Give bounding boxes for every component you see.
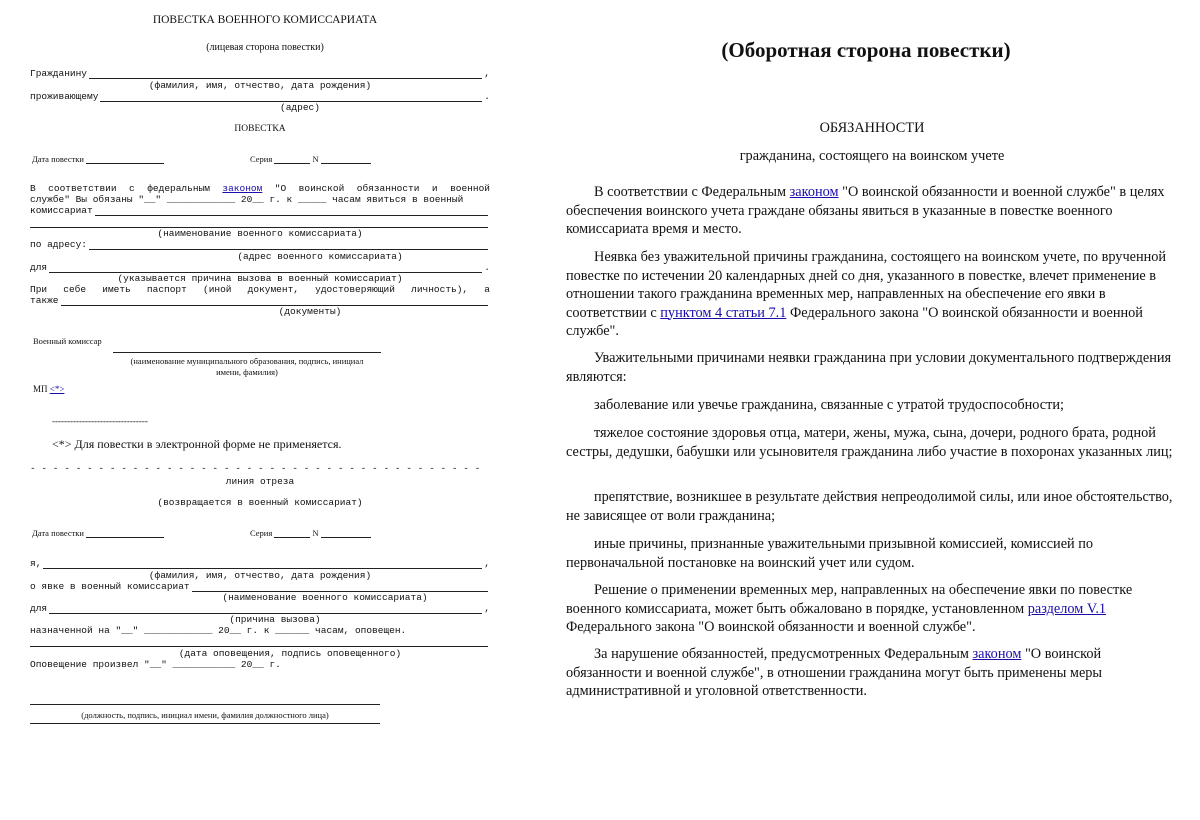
paragraph: препятствие, возникшее в результате действия непреодолимой силы, или иное обстоятельство, не зависящее от воли гражданина; — [566, 489, 1173, 524]
label: я, — [30, 558, 42, 569]
label: Серия — [250, 528, 273, 538]
label: также — [30, 295, 59, 306]
back-heading: ОБЯЗАННОСТИ — [819, 120, 925, 136]
caption: (наименование муниципального образования, подпись, инициал — [130, 356, 364, 366]
text: Неявка без уважительной причины гражданина, состоящего на воинском учете, по врученной повестке по истечении 20 календарных дней со дня, указанного в повестке, влечет применение в отношении такого гражданина временных мер, направленных на обеспечение его явки в соответствии с — [566, 249, 1167, 321]
commissariat-field[interactable] — [95, 206, 488, 216]
commissariat-field[interactable] — [192, 582, 488, 592]
series-field[interactable] — [274, 528, 310, 538]
date-row — [32, 154, 164, 164]
label: N — [312, 528, 319, 538]
label: по адресу: — [30, 239, 88, 250]
caption: (адрес военного комиссариата) — [237, 251, 403, 262]
label: Серия — [250, 154, 273, 164]
paragraph: Уважительными причинами неявки гражданина при условии документального подтверждения являются: — [566, 350, 1172, 385]
text: "О воинской обязанности и военной — [274, 183, 490, 194]
article-link[interactable]: пунктом 4 статьи 7.1 — [660, 304, 787, 321]
label: Гражданину — [30, 68, 88, 79]
label: N — [312, 154, 319, 164]
footnote-link[interactable]: <*> — [49, 384, 65, 394]
caption: (наименование военного комиссариата) — [222, 592, 428, 603]
caption: (фамилия, имя, отчество, дата рождения) — [148, 570, 372, 581]
cut-line: - - - - - - - - - - - - - - - - - - - - - - - - - - - - - - - - - - - - - - - - — [30, 463, 481, 474]
series-row — [250, 528, 371, 538]
paragraph — [566, 645, 1178, 701]
cut-label: линия отреза — [225, 476, 295, 487]
law-link[interactable]: законом — [789, 184, 839, 200]
address-field[interactable] — [100, 92, 482, 102]
reason-field[interactable] — [49, 263, 482, 273]
date-field[interactable] — [86, 154, 164, 164]
text: Федерального закона "О воинской обязанности и военной службе". — [566, 304, 1143, 339]
front-subtitle: (лицевая сторона повестки) — [206, 42, 324, 53]
text: "О воинской обязанности и военной службе", в отношении гражданина могут быть применены меры административной и уголовной ответственности. — [566, 646, 1103, 699]
paragraph: иные причины, признанные уважительными призывной комиссией, комиссией по первоначальной постановке на воинский учет или судом. — [566, 536, 1094, 571]
returns-caption: (возвращается в военный комиссариат) — [157, 497, 363, 508]
commissariat-address-field[interactable] — [89, 240, 488, 250]
body-line: службе" Вы обязаны "__" ____________ 20__ г. к _____ часам явиться в военный — [30, 194, 464, 205]
reason-field[interactable] — [49, 604, 482, 614]
law-link[interactable]: законом — [972, 646, 1022, 662]
label: проживающему — [30, 91, 99, 102]
paragraph — [566, 581, 1178, 637]
fio-field[interactable] — [43, 559, 482, 569]
law-link[interactable]: законом — [222, 183, 263, 194]
section-link[interactable]: разделом V.1 — [1027, 600, 1107, 617]
label: о явке в военный комиссариат — [30, 581, 190, 592]
series-field[interactable] — [274, 154, 310, 164]
paragraph — [566, 248, 1178, 341]
caption: (указывается причина вызова в военный комиссариат) — [117, 273, 403, 284]
fio-field[interactable] — [89, 69, 482, 79]
label: для — [30, 262, 48, 273]
body-line — [30, 183, 490, 194]
caption: (должность, подпись, инициал имени, фамилия должностного лица) — [81, 710, 329, 720]
caption: (дата оповещения, подпись оповещенного) — [178, 648, 402, 659]
heading: ПОВЕСТКА — [234, 124, 286, 134]
label: Дата повестки — [32, 154, 84, 164]
date-row — [32, 528, 164, 538]
footnote-separator: -------------------------------- — [52, 416, 148, 426]
text: В соответствии с Федеральным — [594, 184, 790, 200]
commissar-label: Военный комиссар — [33, 336, 102, 346]
caption: (фамилия, имя, отчество, дата рождения) — [148, 80, 372, 91]
front-title: ПОВЕСТКА ВОЕННОГО КОМИССАРИАТА — [152, 14, 378, 26]
caption: (причина вызова) — [229, 614, 321, 625]
label: комиссариат — [30, 205, 93, 216]
text: Решение о применении временных мер, направленных на обеспечение явки по повестке военного комиссариата, может быть обжаловано в порядке, установленном — [566, 582, 1133, 617]
caption: (адрес) — [280, 102, 320, 113]
back-title: (Оборотная сторона повестки) — [721, 38, 1011, 62]
label: Дата повестки — [32, 528, 84, 538]
caption: (документы) — [278, 306, 342, 317]
documents-field[interactable] — [61, 296, 488, 306]
paragraph: заболевание или увечье гражданина, связанные с утратой трудоспособности; — [594, 397, 1064, 413]
text: За нарушение обязанностей, предусмотренных Федеральным — [594, 646, 973, 662]
text: Федерального закона "О воинской обязанности и военной службе". — [566, 619, 976, 635]
commissar-caption — [113, 356, 381, 378]
caption: имени, фамилия) — [216, 367, 278, 377]
date-field[interactable] — [86, 528, 164, 538]
footnote: <*> Для повестки в электронной форме не применяется. — [52, 437, 342, 451]
caption: (наименование военного комиссариата) — [157, 228, 363, 239]
text: В соответствии с федеральным — [30, 183, 210, 194]
label: для — [30, 603, 48, 614]
appointed-line: назначенной на "__" ____________ 20__ г. к ______ часам, оповещен. — [30, 625, 407, 636]
number-field[interactable] — [321, 154, 371, 164]
paragraph: тяжелое состояние здоровья отца, матери, жены, мужа, сына, дочери, родного брата, родной сестры, дедушки, бабушки или усыновителя гражданина либо участие в похоронах указанных лиц; — [566, 425, 1173, 460]
paragraph — [566, 183, 1178, 239]
body-line: При себе иметь паспорт (иной документ, удостоверяющий личность), а — [30, 284, 490, 295]
number-field[interactable] — [321, 528, 371, 538]
back-subheading: гражданина, состоящего на воинском учете — [739, 148, 1005, 164]
mp-row — [33, 384, 64, 394]
text: "О воинской обязанности и военной службе" в целях обеспечения воинского учета граждане обязаны явиться в указанные в повестке военного комиссариата время и место. — [566, 184, 1165, 237]
notified-line: Оповещение произвел "__" ___________ 20__ г. — [30, 659, 281, 670]
series-row — [250, 154, 371, 164]
mp-label: МП — [33, 384, 48, 394]
